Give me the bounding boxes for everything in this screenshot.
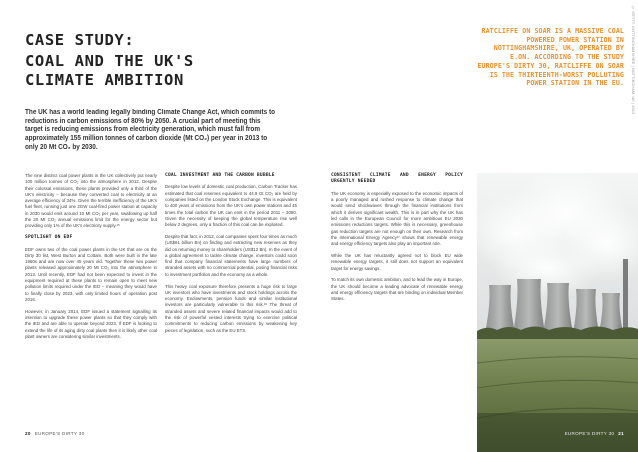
edf-paragraph-1: EDF owns two of the coal power plants in the UK that are on the Dirty 30 list, West Burton and Cottam. Both were built in the late 1960s and are now over 45 years old. Together these two power plants released approximately 20 Mt CO₂ into the atmosphere in 2013. Until recently, EDF had not been expected to invest in the equipment required at these plants to remain open to meet new pollution limits required under the IED – meaning they would have to finally close by 2023, with only limited hours of operation post 2016. [25, 246, 157, 302]
footer-right [565, 431, 624, 436]
climate-policy-paragraph-1: The UK economy is especially exposed to the economic impacts of a poorly managed and rushed response to climate change that would send shockwaves through the financial institutions from which it derives significant wealth. This is in part why the UK has led calls in the European Council for more ambitious EU 2030 emissions reductions targets. While this is necessary, greenhouse gas reduction targets are not enough on their own. Research from the International Energy Agency¹⁷ shows that renewable energy and energy efficiency targets also play an important role. [331, 190, 463, 247]
climate-policy-heading: CONSISTENT CLIMATE AND ENERGY POLICY URGENTLY NEEDED [331, 173, 463, 185]
carbon-bubble-heading: COAL INVESTMENT AND THE CARBON BUBBLE [165, 173, 275, 178]
lead-paragraph: The UK has a world leading legally binding Climate Change Act, which commits to reductions in carbon emissions of 80% by 2050. A crucial part of meeting this target is reducing emissions from electricity generation, which must fall from approximately 155 million tonnes of carbon dioxide (Mt CO₂) per year in 2013 to only 20 Mt CO₂ by 2030. [25, 109, 276, 151]
carbon-bubble-paragraph-3: This heavy coal exposure therefore presents a huge risk to large UK investors who have investments and stock holdings across the economy. Endowments, pension funds and similar institutional investors are particularly vulnerable to this risk.¹⁶ The threat of stranded assets and severe related financial impacts would add to the risk of powerful vested interests trying to exercise political commitments to reducing carbon emissions by weakening key pieces of legislation, such as the EU ETS. [165, 283, 297, 333]
carbon-bubble-paragraph-1: Despite low levels of domestic coal production, Carbon Tracker has estimated that coal reserves equivalent to 44.9 Gt CO₂ are held by companies listed on the London Stock Exchange. This is equivalent to 400 years of emissions from the UK's own power stations and 45 times the total carbon the UK can emit in the period 2011 – 2050. Given the necessity of keeping the global temperature rise well below 2 degrees, only a fraction of this coal can be exploited. [165, 184, 297, 228]
footer-left-label: EUROPE'S DIRTY 30 [34, 431, 85, 436]
spotlight-edf-heading: SPOTLIGHT ON EDF [25, 235, 73, 241]
page-number-left: 20 [25, 431, 31, 436]
column-left [25, 173, 157, 346]
case-study-title [25, 31, 205, 90]
power-station-illustration [477, 173, 638, 452]
title-line-3: CLIMATE AMBITION [25, 71, 184, 89]
power-station-photo [477, 173, 638, 452]
footer-left [25, 431, 84, 436]
column-middle [165, 173, 297, 339]
edf-paragraph-2: However, in January 2014, EDF issued a statement signalling its intention to upgrade these power plants so that they comply with the IED and are able to operate beyond 2023. If EDF is looking to extend the life of its aging dirty coal plants then it is likely other coal plant owners are considering similar investments. [25, 308, 157, 339]
climate-policy-paragraph-2: While the UK has reluctantly agreed not to block EU wide renewable energy targets, it still does not support an equivalent target for energy savings. [331, 252, 463, 271]
photo-callout: RATCLIFFE ON SOAR IS A MASSIVE COAL POWERED POWER STATION IN NOTTINGHAMSHIRE, UK, OPERATED BY E.ON. ACCORDING TO THE STUDY EUROPE'S DIRTY 30, RATCLIFFE ON SOAR IS THE THIRTEENTH-WORST POLLUTING POWER STATION IN THE EU. [477, 27, 624, 88]
page-number-right: 21 [618, 431, 624, 436]
title-line-1: CASE STUDY: [25, 31, 135, 49]
title-line-2: COAL AND THE UK'S [25, 52, 194, 70]
coal-plants-paragraph: The nine distinct coal power plants in the UK collectively put nearly 100 million tonnes of CO₂ into the atmosphere in 2012. Despite their colossal emissions, these plants provided only a third of the UK's electricity – because they converted coal to electricity at an average efficiency of 34%. Given the terrible inefficiency of the UK's fuel fleet, running just one 2GW coal-fired power station at capacity in 2030 would emit around 10 Mt CO₂ per year, swallowing up half the 20 Mt CO₂ annual emissions limit for the energy sector but providing only 1% of the UK's electricity supply.¹⁵ [25, 173, 157, 229]
carbon-bubble-paragraph-2: Despite that fact, in 2012, coal companies spent four times as much (US$61 billion Bn) on finding and extracting new reserves as they did on returning money to shareholders (US$12 Bn). In the event of a global agreement to tackle climate change, investors could soon find that company financial statements have large numbers of stranded assets with no commercial potential, posing financial risks to investment portfolios and the economy as a whole. [165, 233, 297, 277]
photo-credit: © GETTY, NOTTINGHAMSHIRE | NOTTINGHAM, UK | 2013 [631, 6, 635, 115]
climate-policy-paragraph-3: To match its own domestic ambition, and to lead the way in Europe, the UK should become a leading advocate of renewable energy and energy efficiency targets that are binding on individual Member States. [331, 277, 463, 302]
footer-right-label: EUROPE'S DIRTY 30 [564, 431, 615, 436]
column-right [331, 173, 463, 308]
